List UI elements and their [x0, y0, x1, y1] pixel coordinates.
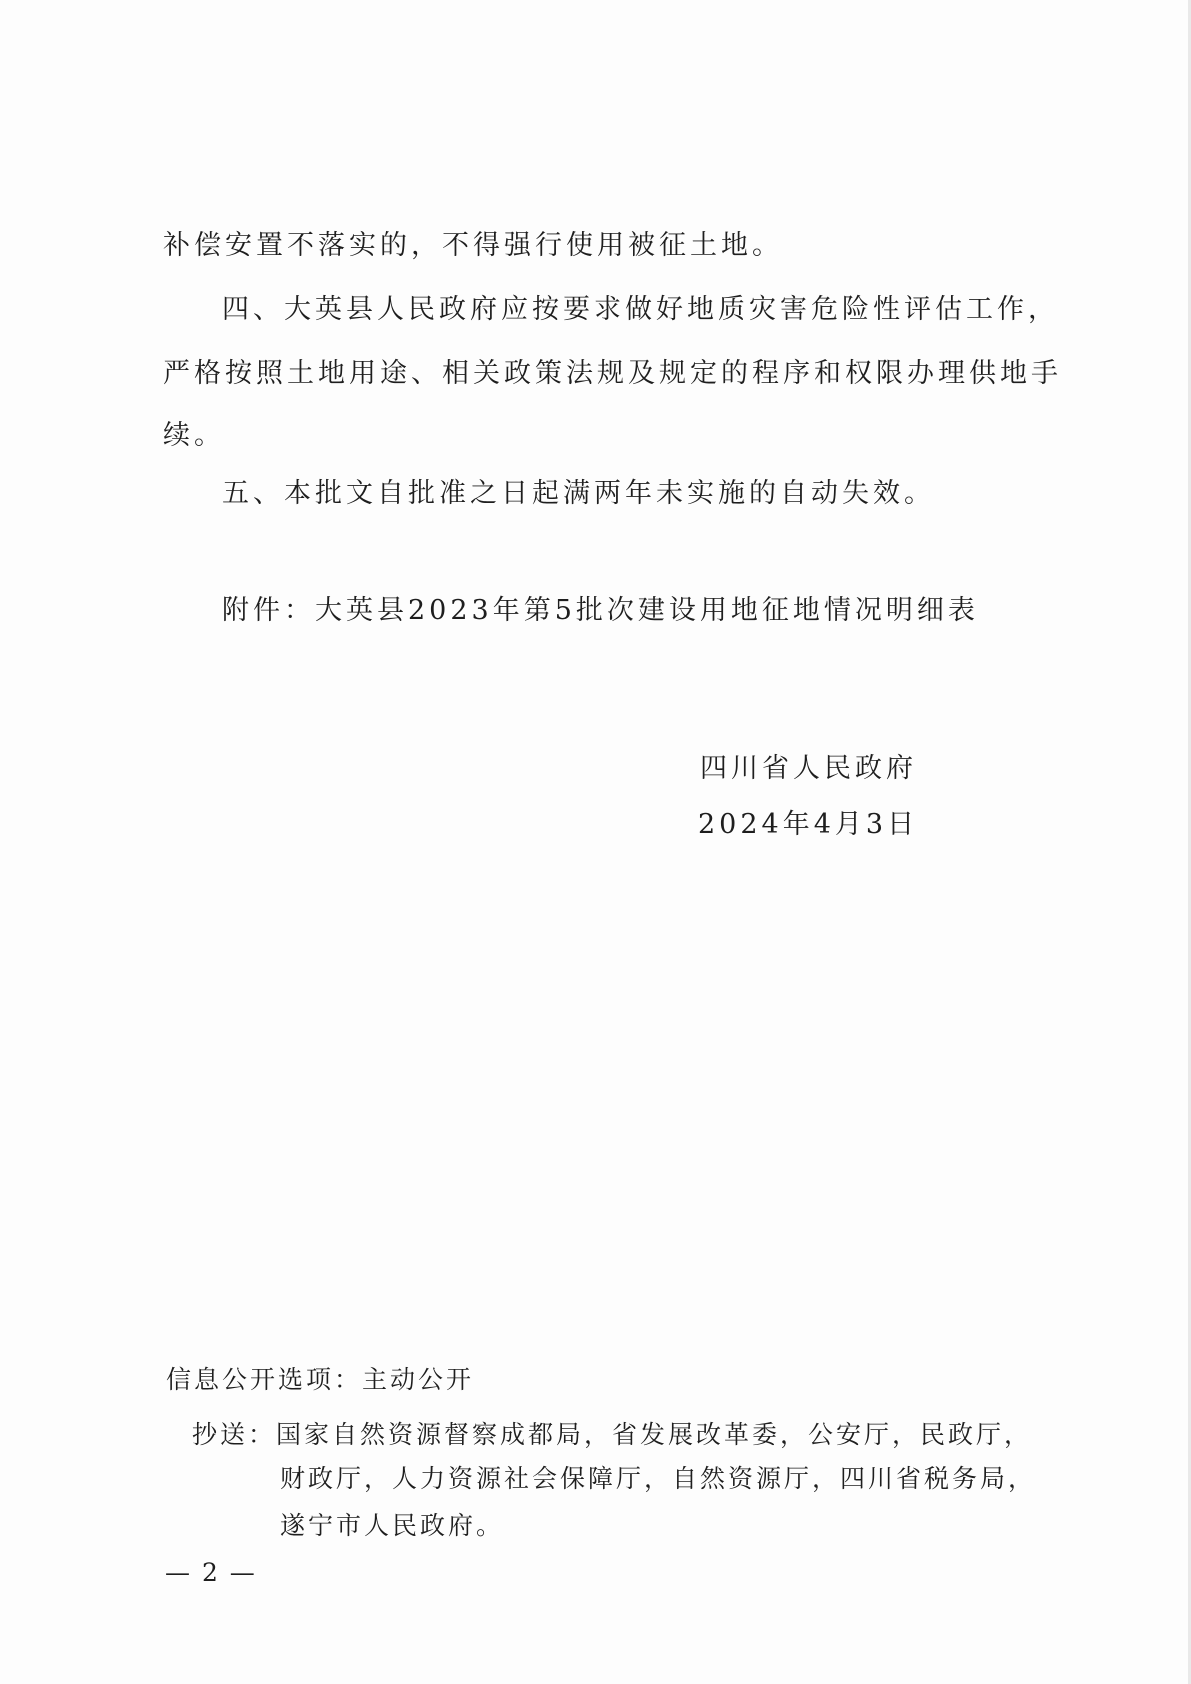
cc-line-1: 抄送：国家自然资源督察成都局，省发展改革委，公安厅，民政厅，: [192, 1420, 1033, 1449]
signature-org: 四川省人民政府: [700, 753, 917, 784]
page-number: — 2 —: [165, 1558, 257, 1587]
body-line-3: 严格按照土地用途、相关政策法规及规定的程序和权限办理供地手: [163, 358, 1062, 389]
body-line-5: 五、本批文自批准之日起满两年未实施的自动失效。: [222, 478, 935, 509]
body-line-2: 四、大英县人民政府应按要求做好地质灾害危险性评估工作，: [222, 294, 1059, 325]
signature-date: 2024年4月3日: [698, 809, 919, 840]
cc-line-3: 遂宁市人民政府。: [280, 1511, 505, 1540]
body-line-1: 补偿安置不落实的，不得强行使用被征土地。: [163, 230, 783, 261]
attachment-note: 附件：大英县2023年第5批次建设用地征地情况明细表: [222, 595, 979, 626]
cc-line-2: 财政厅，人力资源社会保障厅，自然资源厅，四川省税务局，: [280, 1464, 1037, 1493]
body-line-4: 续。: [163, 420, 225, 451]
disclosure-option: 信息公开选项：主动公开: [166, 1365, 475, 1394]
